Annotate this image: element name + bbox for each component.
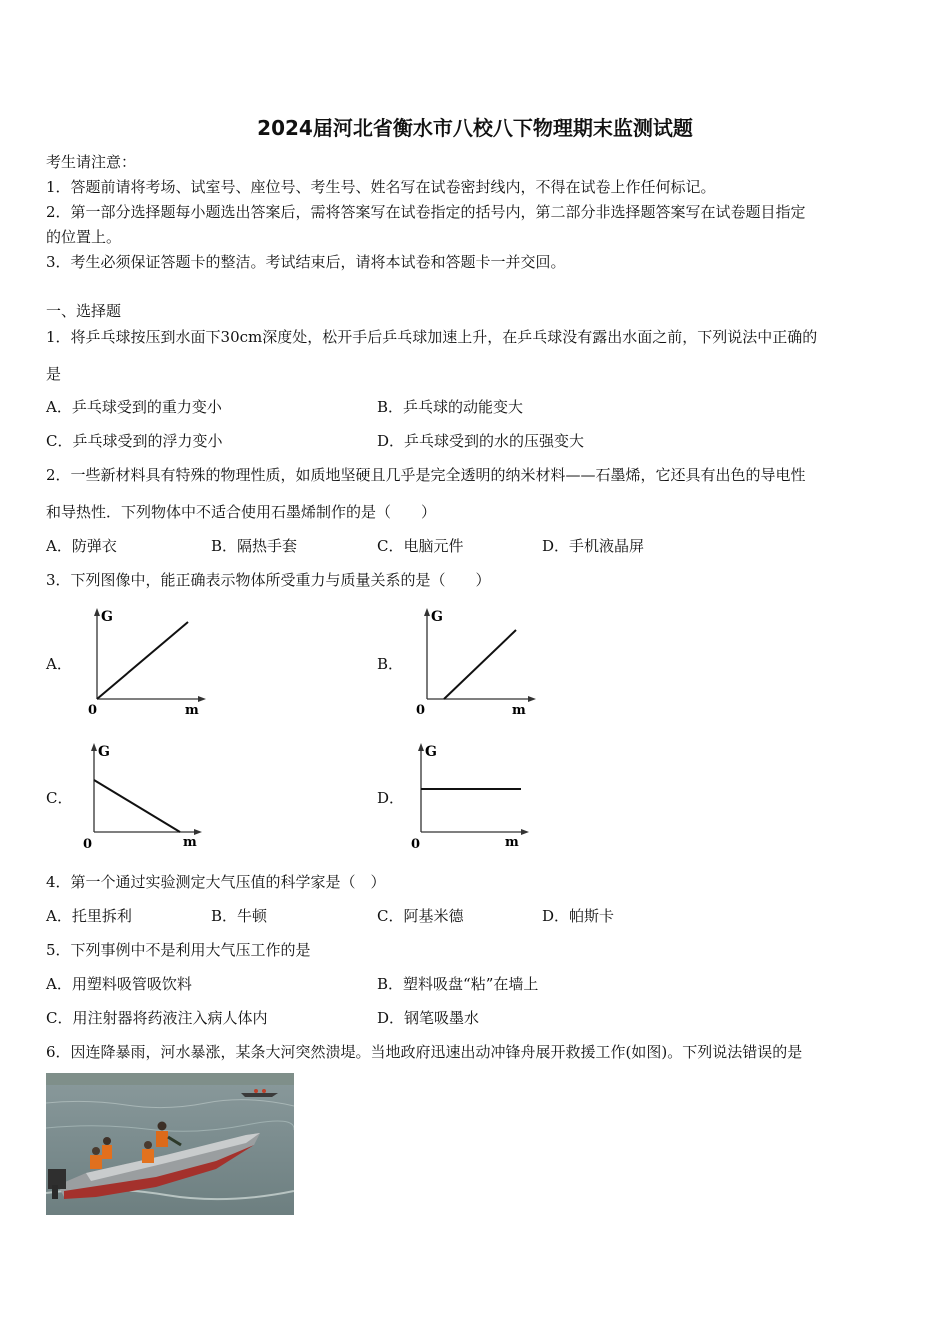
q2-stem: 2．一些新材料具有特殊的物理性质，如质地坚硬且几乎是完全透明的纳米材料——石墨烯，它还具有出色的导电性: [46, 466, 806, 484]
q2-option-b: B．隔热手套: [211, 537, 298, 555]
q4-option-a: A．托里拆利: [46, 907, 132, 925]
graph-c-x-label: m: [183, 835, 197, 850]
q1-option-a: A．乒乓球受到的重力变小: [46, 398, 222, 416]
q2-option-c: C．电脑元件: [377, 537, 464, 555]
q5-option-d: D．钢笔吸墨水: [377, 1009, 480, 1027]
q5-option-b: B．塑料吸盘“粘”在墙上: [377, 975, 539, 993]
graph-b-origin: 0: [416, 703, 426, 718]
graph-c-y-label: G: [98, 744, 110, 760]
q3-option-d: D．: [377, 789, 405, 807]
graph-d: [405, 740, 535, 855]
q4-option-c: C．阿基米德: [377, 907, 464, 925]
q4-option-d: D．帕斯卡: [542, 907, 615, 925]
q2-option-d: D．手机液晶屏: [542, 537, 645, 555]
graph-d-origin: 0: [411, 837, 421, 852]
q2-option-a: A．防弹衣: [46, 537, 117, 555]
graph-a-y-label: G: [101, 609, 113, 625]
section-heading: 一、选择题: [46, 302, 122, 320]
q3-option-a: A．: [46, 655, 72, 673]
page-title: 2024届河北省衡水市八校八下物理期末监测试题: [257, 116, 693, 140]
q1-stem: 1．将乒乓球按压到水面下30cm深度处，松开手后乒乓球加速上升，在乒乓球没有露出水面之前，下列说法中正确的: [46, 328, 818, 346]
q6-stem: 6．因连降暴雨，河水暴涨，某条大河突然溃堤。当地政府迅速出动冲锋舟展开救援工作(如图)。下列说法错误的是: [46, 1043, 803, 1061]
q3-option-b: B．: [377, 655, 404, 673]
q5-option-a: A．用塑料吸管吸饮料: [46, 975, 192, 993]
graph-a-origin: 0: [88, 703, 98, 718]
notice-item-2: 2．第一部分选择题每小题选出答案后，需将答案写在试卷指定的括号内，第二部分非选择题答案写在试卷题目指定: [46, 203, 806, 221]
q1-stem-cont: 是: [46, 365, 62, 383]
q5-stem: 5．下列事例中不是利用大气压工作的是: [46, 941, 311, 959]
graph-d-y-label: G: [425, 744, 437, 760]
graph-b-y-label: G: [431, 609, 443, 625]
graph-b-x-label: m: [512, 703, 526, 718]
graph-c: [78, 740, 208, 855]
graph-d-x-label: m: [505, 835, 519, 850]
graph-a: [80, 604, 210, 719]
q2-stem-cont: 和导热性．下列物体中不适合使用石墨烯制作的是（ ）: [46, 503, 437, 521]
notice-item-1: 1．答题前请将考场、试室号、座位号、考生号、姓名写在试卷密封线内，不得在试卷上作任何标记。: [46, 178, 716, 196]
q1-option-b: B．乒乓球的动能变大: [377, 398, 524, 416]
q3-option-c: C．: [46, 789, 73, 807]
q4-option-b: B．牛顿: [211, 907, 268, 925]
rescue-boat-photo: [46, 1073, 294, 1215]
q1-option-c: C．乒乓球受到的浮力变小: [46, 432, 223, 450]
notice-heading: 考生请注意：: [46, 153, 137, 171]
notice-item-3: 3．考生必须保证答题卡的整洁。考试结束后，请将本试卷和答题卡一并交回。: [46, 253, 566, 271]
graph-c-origin: 0: [83, 837, 93, 852]
graph-a-x-label: m: [185, 703, 199, 718]
q5-option-c: C．用注射器将药液注入病人体内: [46, 1009, 268, 1027]
q1-option-d: D．乒乓球受到的水的压强变大: [377, 432, 585, 450]
graph-b: [410, 604, 540, 719]
notice-item-2-cont: 的位置上。: [46, 228, 122, 246]
q3-stem: 3．下列图像中，能正确表示物体所受重力与质量关系的是（ ）: [46, 571, 491, 589]
q4-stem: 4．第一个通过实验测定大气压值的科学家是（ ）: [46, 873, 386, 891]
